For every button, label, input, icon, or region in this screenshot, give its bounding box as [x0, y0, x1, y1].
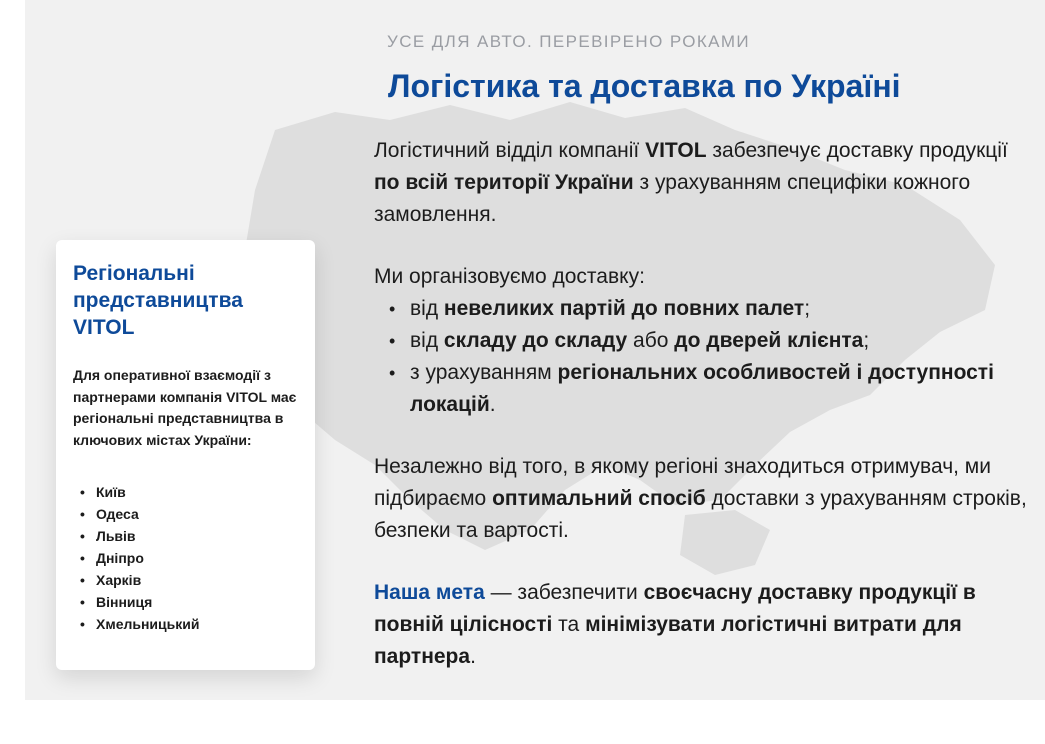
- item-text: .: [489, 393, 496, 416]
- item-highlight: регіональних особливостей і доступності локацій: [410, 361, 994, 416]
- item-text: від: [410, 329, 444, 352]
- item-highlight: невеликих партій до повних палет: [443, 297, 805, 320]
- goal-highlight: своєчасну доставку продукції в повній цілісності: [374, 581, 976, 636]
- delivery-lead: Ми організовуємо доставку:: [374, 265, 645, 288]
- intro-text: забезпечує доставку продукції: [706, 139, 1008, 162]
- item-highlight: складу до складу: [443, 329, 628, 352]
- logistics-content: [374, 135, 1029, 673]
- goal-label: Наша мета: [374, 581, 485, 604]
- region-highlight: оптимальний спосіб: [492, 487, 706, 510]
- item-highlight: до дверей клієнта: [674, 329, 864, 352]
- section-eyebrow: УСЕ ДЛЯ АВТО. ПЕРЕВІРЕНО РОКАМИ: [387, 32, 751, 51]
- company-name: VITOL: [645, 139, 707, 162]
- city-item: • Харків: [73, 569, 297, 591]
- region-paragraph: [374, 451, 1029, 547]
- goal-highlight: мінімізувати логістичні витрати для партнера: [374, 613, 962, 668]
- list-item: [374, 357, 1029, 421]
- city-item: • Львів: [73, 525, 297, 547]
- intro-paragraph: [374, 135, 1029, 231]
- item-text: або: [627, 329, 675, 352]
- delivery-list: [374, 293, 1029, 421]
- city-item: • Дніпро: [73, 547, 297, 569]
- card-title: Регіональні представництва VITOL: [73, 262, 243, 339]
- list-item: [374, 325, 1029, 357]
- card-description: Для оперативної взаємодії з партнерами компанія VITOL має регіональні представництва в ключових містах України:: [73, 367, 297, 448]
- city-item: • Хмельницький: [73, 613, 297, 635]
- list-item: [374, 293, 1029, 325]
- goal-text: — забезпечити: [484, 581, 644, 604]
- item-text: ;: [804, 297, 811, 320]
- item-text: від: [410, 297, 444, 320]
- city-item: • Одеса: [73, 503, 297, 525]
- goal-paragraph: [374, 577, 1029, 673]
- intro-text: з урахуванням специфіки кожного замовлення.: [374, 171, 971, 226]
- goal-text: .: [470, 645, 476, 668]
- city-item: • Вінниця: [73, 591, 297, 613]
- region-text: доставки з урахуванням строків, безпеки та вартості.: [374, 487, 1027, 542]
- city-list: [73, 481, 297, 635]
- regional-offices-card: [56, 240, 315, 670]
- item-text: з урахуванням: [410, 361, 558, 384]
- region-text: Незалежно від того, в якому регіоні знаходиться отримувач, ми підбираємо: [374, 455, 991, 510]
- goal-text: та: [552, 613, 586, 636]
- page-title: Логістика та доставка по Україні: [388, 68, 901, 104]
- intro-text: Логістичний відділ компанії: [374, 139, 646, 162]
- item-text: ;: [863, 329, 870, 352]
- city-item: • Київ: [73, 481, 297, 503]
- intro-highlight: по всій території України: [374, 171, 634, 194]
